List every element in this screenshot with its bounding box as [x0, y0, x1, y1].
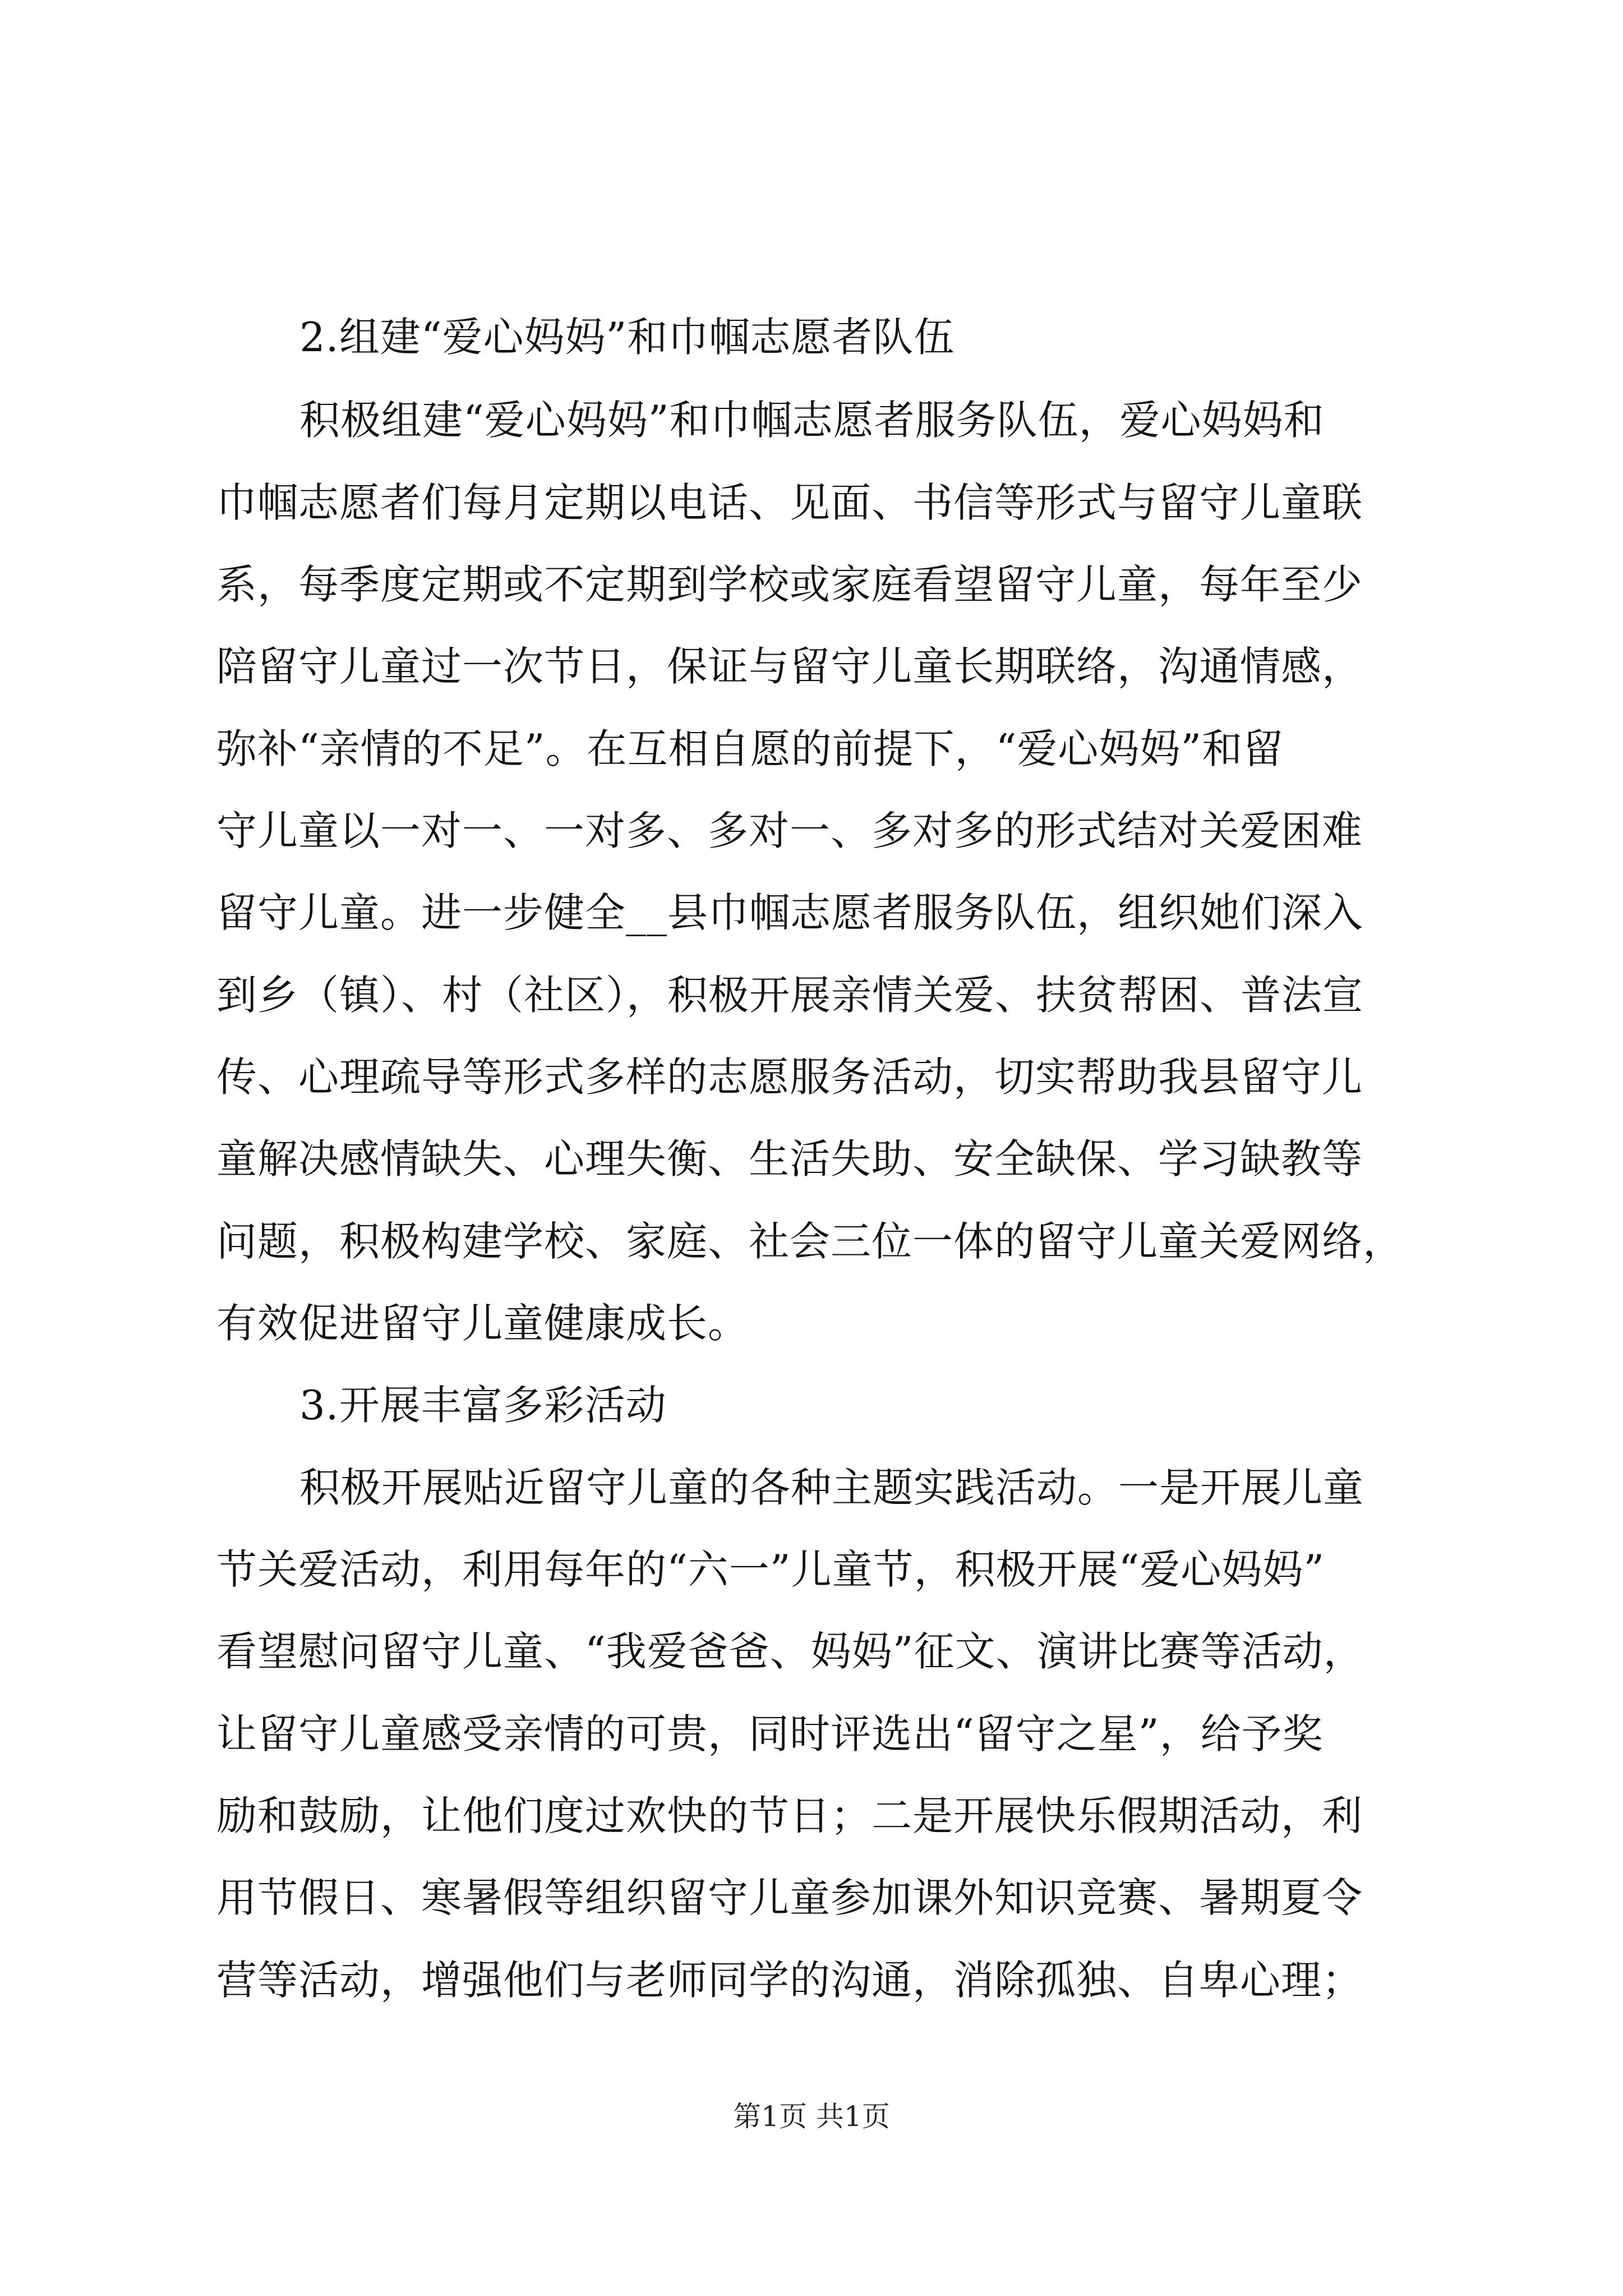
paragraph-line: 传、心理疏导等形式多样的志愿服务活动，切实帮助我县留守儿 [216, 1053, 1363, 1101]
paragraph-line: 营等活动，增强他们与老师同学的沟通，消除孤独、自卑心理； [216, 1957, 1363, 2004]
paragraph-line: 留守儿童。进一步健全__县巾帼志愿者服务队伍，组织她们深入 [216, 889, 1364, 936]
paragraph-line: 弥补“亲情的不足”。在互相自愿的前提下，“爱心妈妈”和留 [216, 725, 1284, 772]
paragraph-line: 让留守儿童感受亲情的可贵，同时评选出“留守之星”，给予奖 [216, 1710, 1324, 1757]
section-heading-2: 2.组建“爱心妈妈”和巾帼志愿者队伍 [299, 314, 955, 361]
page-footer: 第1页 共1页 [733, 2100, 890, 2133]
paragraph-line: 童解决感情缺失、心理失衡、生活失助、安全缺保、学习缺教等 [216, 1135, 1363, 1182]
paragraph-line: 看望慰问留守儿童、“我爱爸爸、妈妈”征文、演讲比赛等活动， [216, 1628, 1364, 1675]
paragraph-line: 问题，积极构建学校、家庭、社会三位一体的留守儿童关爱网络， [216, 1218, 1404, 1265]
paragraph-line: 积极组建“爱心妈妈”和巾帼志愿者服务队伍，爱心妈妈和 [299, 397, 1325, 444]
section-heading-3: 3.开展丰富多彩活动 [299, 1382, 667, 1429]
paragraph-line: 陪留守儿童过一次节日，保证与留守儿童长期联络，沟通情感， [216, 643, 1363, 690]
paragraph-line: 到乡（镇）、村（社区），积极开展亲情关爱、扶贫帮困、普法宣 [216, 972, 1364, 1019]
paragraph-line: 励和鼓励，让他们度过欢快的节日；二是开展快乐假期活动，利 [216, 1792, 1363, 1839]
paragraph-line: 积极开展贴近留守儿童的各种主题实践活动。一是开展儿童 [299, 1464, 1364, 1511]
paragraph-line: 守儿童以一对一、一对多、多对一、多对多的形式结对关爱困难 [216, 807, 1363, 854]
paragraph-line: 巾帼志愿者们每月定期以电话、见面、书信等形式与留守儿童联 [216, 479, 1363, 526]
paragraph-line: 系，每季度定期或不定期到学校或家庭看望留守儿童，每年至少 [216, 561, 1363, 608]
paragraph-line: 节关爱活动，利用每年的“六一”儿童节，积极开展“爱心妈妈” [216, 1546, 1325, 1593]
paragraph-line: 用节假日、寒暑假等组织留守儿童参加课外知识竞赛、暑期夏令 [216, 1874, 1363, 1921]
paragraph-line: 有效促进留守儿童健康成长。 [216, 1300, 749, 1347]
